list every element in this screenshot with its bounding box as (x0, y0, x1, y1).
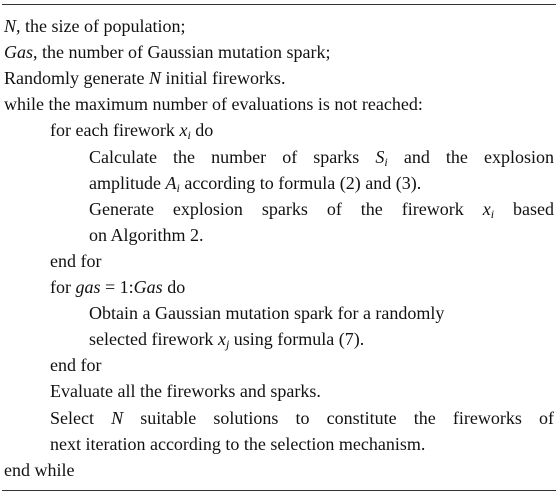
line-text: next iteration according to the selection mechanism. (50, 433, 426, 454)
subscript: i (176, 180, 180, 195)
math-symbol: x (482, 198, 491, 219)
line-text: based (494, 198, 554, 219)
line-text: , the size of population; (16, 16, 186, 36)
algorithm-line (50, 353, 101, 377)
line-text: Evaluate all the fireworks and sparks. (50, 381, 321, 402)
line-text: Obtain a Gaussian mutation spark for a randomly (89, 303, 445, 324)
subscript: i (384, 154, 388, 169)
line-text: Randomly generate (4, 68, 149, 89)
line-text: Generate explosion sparks of the firework (89, 198, 483, 219)
algorithm-line (89, 145, 554, 169)
line-text: Calculate the number of sparks (89, 146, 376, 167)
line-text: end for (50, 355, 102, 376)
algorithm-line (89, 223, 204, 247)
algorithm-line (4, 458, 74, 482)
line-text: selected firework (89, 329, 218, 350)
algorithm-line (50, 432, 425, 456)
line-text: do (190, 120, 214, 141)
algorithm-line (4, 66, 285, 90)
math-symbol: N (4, 16, 17, 36)
line-text: end while (4, 459, 75, 480)
math-symbol: N (111, 407, 124, 428)
algorithm-line (50, 275, 185, 299)
bottom-rule (2, 490, 556, 491)
subscript: i (187, 128, 191, 143)
subscript: i (490, 206, 495, 221)
algorithm-line (50, 249, 101, 273)
line-text: suitable solutions to constitute the fireworks of (123, 407, 555, 428)
math-symbol: x (179, 120, 188, 141)
line-text: according to formula (2) and (3). (179, 172, 422, 193)
line-text: on Algorithm 2. (89, 224, 204, 245)
algorithm-line (50, 406, 554, 430)
line-text: do (162, 277, 186, 297)
line-text: Select (50, 407, 112, 428)
math-symbol: S (375, 146, 385, 167)
top-rule (2, 4, 556, 5)
algorithm-line (4, 40, 330, 64)
math-symbol: gas (75, 277, 101, 297)
line-text: , the number of Gaussian mutation spark; (33, 42, 331, 63)
line-text: = 1: (100, 277, 134, 297)
line-text: using formula (7). (229, 329, 365, 350)
algorithm-line (89, 197, 554, 221)
line-text: and the explosion (387, 146, 554, 167)
line-text: end for (50, 250, 102, 271)
math-symbol: Gas (133, 277, 163, 297)
subscript: j (225, 337, 230, 352)
math-symbol: N (148, 68, 161, 89)
line-text: for (50, 277, 76, 297)
math-symbol: x (217, 329, 226, 350)
line-text: amplitude (89, 172, 166, 193)
algorithm-line (89, 327, 364, 351)
algorithm-line (50, 118, 213, 142)
algorithm-line (89, 301, 444, 325)
math-symbol: Gas (4, 42, 34, 63)
algorithm-line (4, 14, 185, 38)
algorithm-line (4, 92, 423, 116)
algorithm-line (50, 379, 321, 403)
line-text: while the maximum number of evaluations is not reached: (4, 94, 423, 115)
line-text: for each firework (50, 120, 180, 141)
math-symbol: A (165, 172, 177, 193)
line-text: initial fireworks. (160, 68, 286, 89)
algorithm-line (89, 171, 421, 195)
